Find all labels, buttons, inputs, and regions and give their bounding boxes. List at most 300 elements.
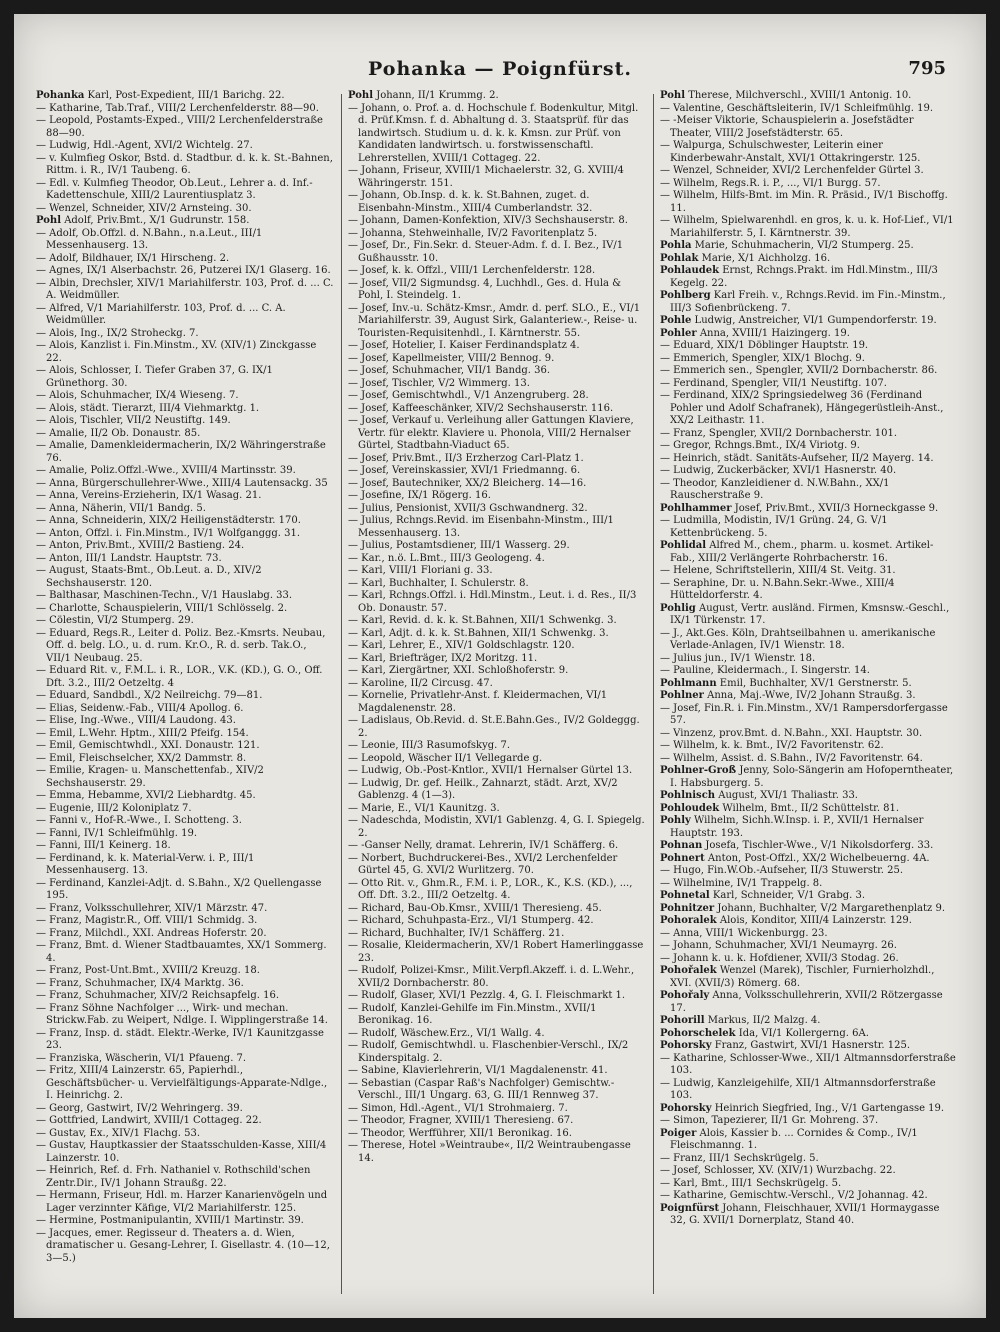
- entry-text: — Josef, Priv.Bmt., II/3 Erzherzog Carl-Platz 1.: [348, 452, 584, 464]
- entry-text: — Anna, Vereins-Erzieherin, IX/1 Wasag. 21.: [36, 490, 262, 501]
- directory-entry: [660, 1203, 958, 1228]
- entry-text: — Franz, Schuhmacher, XIV/2 Reichsapfelg. 16.: [36, 990, 280, 1001]
- directory-entry: [36, 265, 334, 278]
- entry-text: — Anton, Offzl. i. Fin.Minstm., IV/1 Wolfganggg. 31.: [36, 527, 301, 539]
- column-left: [36, 90, 334, 1300]
- directory-entry: [36, 365, 334, 390]
- entry-text: — Leopold, Postamts-Exped., VIII/2 Lerchenfelderstraße 88—90.: [36, 115, 323, 139]
- directory-entry: [660, 815, 958, 840]
- entry-text: — Georg, Gastwirt, IV/2 Wehringerg. 39.: [36, 1102, 243, 1114]
- directory-entry: [660, 353, 958, 366]
- directory-entry: [36, 90, 334, 103]
- entry-text: — Josef, Fin.R. i. Fin.Minstm., XV/1 Rampersdorfergasse 57.: [660, 702, 948, 726]
- directory-entry: [36, 228, 334, 253]
- entry-surname: Pohly: [660, 815, 691, 826]
- directory-entry: [660, 253, 958, 266]
- directory-entry: [348, 365, 646, 378]
- entry-text: — Ferdinand, Spengler, VII/1 Neustiftg. 107.: [660, 377, 887, 389]
- entry-text: — Wilhelm, k. k. Bmt., IV/2 Favoritenstr. 62.: [660, 740, 884, 751]
- directory-entry: [348, 665, 646, 678]
- directory-entry: [660, 790, 958, 803]
- entry-text: — Nadeschda, Modistin, XVI/1 Gablenzg. 4, G. I. Spiegelg. 2.: [348, 815, 645, 839]
- directory-entry: [36, 990, 334, 1003]
- entry-surname: Pohler: [660, 327, 697, 339]
- directory-entry: [660, 753, 958, 766]
- directory-entry: [660, 165, 958, 178]
- entry-text: — Eduard, XIX/1 Döblinger Hauptstr. 19.: [660, 340, 869, 351]
- directory-entry: [348, 653, 646, 666]
- entry-surname: Pohorsky: [660, 1040, 712, 1051]
- entry-text: — Hugo, Fin.W.Ob.-Aufseher, II/3 Stuwerstr. 25.: [660, 865, 904, 876]
- directory-entry: [660, 103, 958, 116]
- entry-text: — Karl, Rchngs.Offzl. i. Hdl.Minstm., Leut. i. d. Res., II/3 Ob. Donaustr. 57.: [348, 590, 637, 614]
- entry-text: — Walpurga, Schulschwester, Leiterin einer Kinderbewahr-Anstalt, XVI/1 Ottakringerstr. 125.: [660, 140, 921, 164]
- entry-text: — Josef, Hotelier, I. Kaiser Ferdinandsplatz 4.: [348, 340, 580, 351]
- entry-text: Johann, Fleischhauer, XVII/1 Hormaygasse 32, G. XVII/1 Dornerplatz, Stand 40.: [670, 1202, 940, 1226]
- directory-entry: [660, 878, 958, 891]
- directory-entry: [348, 878, 646, 903]
- entry-text: — Karl, Ziergärtner, XXI. Schloßhoferstr. 9.: [348, 665, 569, 676]
- entry-text: Therese, Milchverschl., XVIII/1 Antonig. 10.: [688, 90, 912, 101]
- entry-text: — Hermann, Friseur, Hdl. m. Harzer Kanarienvögeln und Lager verzinnter Käfige, VI/2 Mariahilferstr. 125.: [36, 1190, 328, 1214]
- directory-entry: [348, 453, 646, 466]
- directory-entry: [660, 190, 958, 215]
- directory-entry: [348, 503, 646, 516]
- directory-entry: [348, 515, 646, 540]
- entry-text: — Wilhelmine, IV/1 Trappelg. 8.: [660, 877, 823, 889]
- entry-text: — Adolf, Ob.Offzl. d. N.Bahn., n.a.Leut., III/1 Messenhauserg. 13.: [36, 227, 263, 251]
- entry-text: — Therese, Hotel »Weintraube«, II/2 Weintraubengasse 14.: [348, 1140, 631, 1164]
- entry-text: — Sabine, Klavierlehrerin, VI/1 Magdalenenstr. 41.: [348, 1065, 608, 1076]
- directory-entry: [36, 878, 334, 903]
- entry-text: — Rudolf, Kanzlei-Gehilfe im Fin.Minstm., XVII/1 Beronikag. 16.: [348, 1002, 597, 1026]
- directory-entry: [36, 178, 334, 203]
- entry-text: — Franz, Magistr.R., Off. VIII/1 Schmidg. 3.: [36, 915, 258, 926]
- entry-text: — Simon, Tapezierer, II/1 Gr. Mohreng. 37.: [660, 1115, 879, 1126]
- column-divider: [341, 94, 342, 1294]
- directory-entry: [348, 678, 646, 691]
- entry-text: — Fanni, IV/1 Schleifmühlg. 19.: [36, 827, 198, 839]
- directory-entry: [36, 978, 334, 991]
- entry-text: Josef, Priv.Bmt., XVII/3 Horneckgasse 9.: [734, 502, 939, 514]
- entry-surname: Pohlnisch: [660, 790, 716, 801]
- directory-entry: [348, 990, 646, 1003]
- entry-text: — Seraphine, Dr. u. N.Bahn.Sekr.-Wwe., XIII/4 Hütteldorferstr. 4.: [660, 577, 895, 601]
- directory-entry: [36, 440, 334, 465]
- entry-surname: Pohla: [660, 240, 692, 251]
- entry-text: — Amalie, Damenkleidermacherin, IX/2 Währingerstraße 76.: [36, 440, 326, 464]
- entry-text: — Gregor, Rchngs.Bmt., IX/4 Viriotg. 9.: [660, 440, 860, 451]
- entry-text: — Johanna, Stehweinhalle, IV/2 Favoritenplatz 5.: [348, 227, 598, 239]
- directory-entry: [348, 690, 646, 715]
- directory-entry: [660, 1178, 958, 1191]
- directory-entry: [36, 715, 334, 728]
- directory-entry: [36, 553, 334, 566]
- directory-entry: [348, 753, 646, 766]
- directory-entry: [36, 515, 334, 528]
- entry-text: — Rosalie, Kleidermacherin, XV/1 Robert Hamerlinggasse 23.: [348, 940, 644, 964]
- directory-entry: [660, 965, 958, 990]
- entry-text: — Edl. v. Kulmfieg Theodor, Ob.Leut., Lehrer a. d. Inf.-Kadettenschule, XIII/2 Laurentiusplatz 3.: [36, 177, 313, 201]
- directory-entry: [660, 178, 958, 191]
- entry-text: — Wilhelm, Hilfs-Bmt. im Min. R. Präsid., IV/1 Bischoffg. 11.: [660, 190, 948, 214]
- directory-entry: [660, 1015, 958, 1028]
- entry-text: Wenzel (Marek), Tischler, Furnierholzhdl., XVI. (XVII/3) Römerg. 68.: [670, 965, 935, 989]
- entry-text: — Julius, Pensionist, XVII/3 Gschwandnerg. 32.: [348, 502, 588, 514]
- directory-entry: [36, 840, 334, 853]
- directory-entry: [660, 1040, 958, 1053]
- entry-surname: Pohlidal: [660, 540, 707, 551]
- directory-entry: [348, 815, 646, 840]
- entry-text: Anna, XVIII/1 Haizingerg. 19.: [699, 327, 850, 339]
- entry-surname: Pohlak: [660, 252, 699, 264]
- column-divider: [653, 94, 654, 1294]
- directory-entry: [660, 940, 958, 953]
- entry-text: — Wenzel, Schneider, XIV/2 Arnsteing. 30.: [36, 202, 252, 214]
- directory-entry: [348, 1103, 646, 1116]
- entry-text: — Karoline, II/2 Circusg. 47.: [348, 677, 493, 689]
- directory-entry: [36, 703, 334, 716]
- directory-entry: [36, 253, 334, 266]
- directory-entry: [660, 728, 958, 741]
- entry-text: — Karl, Revid. d. k. k. St.Bahnen, XII/1 Schwenkg. 3.: [348, 615, 617, 626]
- entry-text: Franz, Gastwirt, XVI/1 Hasnerstr. 125.: [714, 1040, 911, 1051]
- entry-text: — Josef, Verkauf u. Verleihung aller Gattungen Klaviere, Vertr. für elektr. Klaviere u. Phonola, VIII/2 Hernalser Gürtel, Stadtbahn-Viaduct 65.: [348, 415, 634, 451]
- directory-entry: [36, 1190, 334, 1215]
- entry-surname: Pohorill: [660, 1015, 705, 1026]
- entry-text: — Ludwig, Ob.-Post-Kntlor., XVII/1 Hernalser Gürtel 13.: [348, 765, 633, 776]
- entry-text: — Karl, Lehrer, E., XIV/1 Goldschlagstr. 120.: [348, 640, 575, 651]
- entry-surname: Pohořaly: [660, 990, 710, 1001]
- entry-text: — Heinrich, Ref. d. Frh. Nathaniel v. Rothschild'schen Zentr.Dir., IV/1 Johann Straußg. 22.: [36, 1165, 311, 1189]
- directory-entry: [348, 478, 646, 491]
- directory-entry: [660, 628, 958, 653]
- directory-entry: [36, 303, 334, 328]
- directory-page: [14, 14, 986, 1318]
- entry-text: — Rudolf, Glaser, XVI/1 Pezzlg. 4, G. I. Fleischmarkt 1.: [348, 990, 626, 1001]
- entry-text: Ludwig, Anstreicher, VI/1 Gumpendorferstr. 19.: [694, 315, 937, 326]
- directory-entry: [348, 103, 646, 166]
- directory-entry: [660, 1028, 958, 1041]
- entry-text: — Josef, Bautechniker, XX/2 Bleicherg. 14—16.: [348, 477, 587, 489]
- directory-entry: [348, 1003, 646, 1028]
- entry-text: — Eugenie, III/2 Koloniplatz 7.: [36, 802, 192, 814]
- entry-surname: Pohanka: [36, 90, 85, 101]
- directory-entry: [660, 765, 958, 790]
- directory-entry: [36, 790, 334, 803]
- directory-entry: [660, 378, 958, 391]
- entry-surname: Pohnetal: [660, 890, 710, 901]
- entry-text: Markus, II/2 Malzg. 4.: [707, 1015, 821, 1026]
- directory-entry: [348, 1065, 646, 1078]
- entry-text: — Eduard Rit. v., F.M.L. i. R., LOR., V.K. (KD.), G. O., Off. Dft. 3.2., III/2 Oetzeltg. 4: [36, 665, 323, 689]
- entry-surname: Pohlig: [660, 602, 696, 614]
- directory-entry: [348, 590, 646, 615]
- entry-text: — Alfred, V/1 Mariahilferstr. 103, Prof. d. ... C. A. Weidmüller.: [36, 302, 286, 326]
- directory-entry: [660, 578, 958, 603]
- entry-text: Ida, VI/1 Kollergerng. 6A.: [738, 1027, 869, 1039]
- entry-text: — Pauline, Kleidermach., I. Singerstr. 14.: [660, 665, 870, 676]
- directory-entry: [660, 90, 958, 103]
- entry-surname: Pohorsky: [660, 1102, 712, 1114]
- entry-text: Alois, Konditor, XIII/4 Lainzerstr. 129.: [719, 915, 912, 926]
- directory-entry: [660, 840, 958, 853]
- directory-entry: [348, 215, 646, 228]
- entry-text: — Charlotte, Schauspielerin, VIII/1 Schlösselg. 2.: [36, 602, 288, 614]
- directory-entry: [660, 1165, 958, 1178]
- page-title: Pohanka — Poignfürst.: [368, 58, 632, 80]
- directory-entry: [660, 1053, 958, 1078]
- entry-surname: Pohl: [36, 215, 61, 226]
- entry-text: — Katharine, Gemischtw.-Verschl., V/2 Johannag. 42.: [660, 1190, 928, 1201]
- directory-entry: [348, 565, 646, 578]
- entry-text: — Alois, Tischler, VII/2 Neustiftg. 149.: [36, 415, 231, 426]
- entry-text: — Alois, städt. Tierarzt, III/4 Viehmarktg. 1.: [36, 402, 260, 414]
- directory-entry: [36, 465, 334, 478]
- entry-text: — Karl, VIII/1 Floriani g. 33.: [348, 565, 493, 576]
- entry-text: — Anna, Näherin, VII/1 Bandg. 5.: [36, 502, 206, 514]
- entry-text: — Karl, Buchhalter, I. Schulerstr. 8.: [348, 577, 529, 589]
- directory-entry: [36, 828, 334, 841]
- directory-entry: [36, 1165, 334, 1190]
- directory-entry: [36, 853, 334, 878]
- directory-entry: [660, 653, 958, 666]
- entry-text: Wilhelm, Bmt., II/2 Schüttelstr. 81.: [722, 802, 900, 814]
- entry-text: — Franz, Spengler, XVII/2 Dornbacherstr. 101.: [660, 427, 898, 439]
- entry-text: — Adolf, Bildhauer, IX/1 Hirscheng. 2.: [36, 252, 230, 264]
- directory-entry: [660, 365, 958, 378]
- directory-entry: [660, 265, 958, 290]
- entry-surname: Pohlhammer: [660, 502, 732, 514]
- entry-text: — -Meiser Viktorie, Schauspielerin a. Josefstädter Theater, VIII/2 Josefstädterstr. 65.: [660, 115, 914, 139]
- directory-entry: [36, 615, 334, 628]
- entry-text: — Anna, Bürgerschullehrer-Wwe., XIII/4 Lautensackg. 35: [36, 477, 328, 489]
- entry-surname: Pohorschelek: [660, 1027, 736, 1039]
- entry-text: — Josef, VII/2 Sigmundsg. 4, Luchhdl., Ges. d. Hula & Pohl, I. Steindelg. 1.: [348, 277, 622, 301]
- directory-entry: [660, 140, 958, 165]
- directory-entry: [36, 503, 334, 516]
- directory-entry: [660, 1103, 958, 1116]
- entry-text: August, Vertr. ausländ. Firmen, Kmsnsw.-Geschl., IX/1 Türkenstr. 17.: [670, 602, 950, 626]
- entry-text: Johann, II/1 Krummg. 2.: [376, 90, 499, 101]
- directory-entry: [36, 590, 334, 603]
- directory-entry: [36, 753, 334, 766]
- directory-entry: [36, 203, 334, 216]
- entry-text: — Leopold, Wäscher II/1 Vellegarde g.: [348, 752, 543, 764]
- directory-entry: [348, 390, 646, 403]
- entry-text: — Kornelie, Privatlehr-Anst. f. Kleidermachen, VI/1 Magdalenenstr. 28.: [348, 690, 608, 714]
- entry-text: — Richard, Bau-Ob.Kmsr., XVIII/1 Theresieng. 45.: [348, 902, 602, 914]
- entry-text: — Theodor, Fragner, XVIII/1 Theresieng. 67.: [348, 1115, 574, 1126]
- entry-text: — Richard, Schuhpasta-Erz., VI/1 Stumperg. 42.: [348, 915, 594, 926]
- entry-surname: Pohořalek: [660, 965, 717, 976]
- directory-entry: [660, 928, 958, 941]
- entry-text: — Franz, Bmt. d. Wiener Stadtbauamtes, XX/1 Sommerg. 4.: [36, 940, 327, 964]
- entry-text: — v. Kulmfieg Oskor, Bstd. d. Stadtbur. d. k. k. St.-Bahnen, Rittm. i. R., IV/1 Taubeng. 6.: [36, 152, 333, 176]
- entry-surname: Pohloudek: [660, 802, 720, 814]
- directory-entry: [36, 415, 334, 428]
- directory-entry: [660, 803, 958, 816]
- entry-text: — Ferdinand, k. k. Material-Verw. i. P., III/1 Messenhauserg. 13.: [36, 852, 255, 876]
- entry-text: — Franz, Insp. d. städt. Elektr.-Werke, IV/1 Kaunitzgasse 23.: [36, 1027, 324, 1051]
- entry-text: — Elise, Ing.-Wwe., VIII/4 Laudong. 43.: [36, 715, 236, 726]
- entry-text: — Jacques, emer. Regisseur d. Theaters a. d. Wien, dramatischer u. Gesang-Lehrer, I. Gisellastr. 4. (10—12, 3—5.): [36, 1227, 330, 1264]
- directory-entry: [36, 940, 334, 965]
- directory-entry: [36, 628, 334, 666]
- directory-entry: [348, 353, 646, 366]
- entry-text: Johann, Buchhalter, V/2 Margarethenplatz 9.: [717, 902, 946, 914]
- entry-text: — Elias, Seidenw.-Fab., VIII/4 Apollog. 6.: [36, 702, 244, 714]
- entry-text: — Wilhelm, Assist. d. S.Bahn., IV/2 Favoritenstr. 64.: [660, 752, 923, 764]
- directory-entry: [348, 1078, 646, 1103]
- column-right: [660, 90, 958, 1300]
- entry-text: — Ludwig, Hdl.-Agent, XVI/2 Wichtelg. 27.: [36, 140, 253, 151]
- entry-text: — Josef, Kapellmeister, VIII/2 Bennog. 9.: [348, 352, 555, 364]
- directory-entry: [660, 990, 958, 1015]
- entry-text: — Sebastian (Caspar Raß's Nachfolger) Gemischtw.-Verschl., III/1 Ungarg. 63, G. III/1 Rennweg 37.: [348, 1077, 615, 1101]
- directory-entry: [660, 390, 958, 428]
- directory-entry: [348, 928, 646, 941]
- entry-text: — Vinzenz, prov.Bmt. d. N.Bahn., XXI. Hauptstr. 30.: [660, 727, 923, 739]
- directory-entry: [660, 915, 958, 928]
- entry-text: Ernst, Rchngs.Prakt. im Hdl.Minstm., III/3 Kegelg. 22.: [670, 265, 938, 289]
- directory-entry: [348, 403, 646, 416]
- entry-text: — Johann, Friseur, XVIII/1 Michaelerstr. 32, G. XVIII/4 Währingerstr. 151.: [348, 165, 624, 189]
- entry-text: — Josefine, IX/1 Rögerg. 16.: [348, 490, 491, 501]
- entry-text: — Gustav, Ex., XIV/1 Flachg. 53.: [36, 1127, 201, 1139]
- entry-text: Anna, Volksschullehrerin, XVII/2 Rötzergasse 17.: [670, 990, 943, 1014]
- entry-text: — Emil, Gemischtwhdl., XXI. Donaustr. 121.: [36, 740, 260, 751]
- directory-entry: [36, 915, 334, 928]
- directory-entry: [660, 215, 958, 240]
- directory-entry: [660, 540, 958, 565]
- column-middle: [348, 90, 646, 1300]
- entry-surname: Poignfürst: [660, 1202, 720, 1214]
- entry-text: — Kar., n.ö. L.Bmt., III/3 Geologeng. 4.: [348, 552, 545, 564]
- entry-surname: Pohnert: [660, 852, 705, 864]
- entry-text: — Karl, Adjt. d. k. k. St.Bahnen, XII/1 Schwenkg. 3.: [348, 627, 609, 639]
- directory-entry: [348, 803, 646, 816]
- entry-text: Marie, Schuhmacherin, VI/2 Stumperg. 25.: [694, 240, 914, 251]
- entry-surname: Pohle: [660, 315, 692, 326]
- directory-entry: [660, 465, 958, 478]
- entry-text: — Franz, Volksschullehrer, XIV/1 Märzstr. 47.: [36, 902, 268, 914]
- entry-text: — Emmerich sen., Spengler, XVII/2 Dornbacherstr. 86.: [660, 365, 938, 376]
- directory-entry: [36, 140, 334, 153]
- entry-text: Karl, Post-Expedient, III/1 Barichg. 22.: [87, 90, 285, 101]
- entry-surname: Pohoralek: [660, 915, 717, 926]
- directory-entry: [36, 765, 334, 790]
- directory-entry: [660, 478, 958, 503]
- entry-text: — Ludwig, Dr. gef. Heilk., Zahnarzt, städt. Arzt, XV/2 Gablenzg. 4 (1—3).: [348, 777, 618, 801]
- directory-entry: [36, 1028, 334, 1053]
- directory-entry: [660, 865, 958, 878]
- directory-entry: [36, 490, 334, 503]
- entry-text: — Rudolf, Wäschew.Erz., VI/1 Wallg. 4.: [348, 1027, 545, 1039]
- entry-text: Jenny, Solo-Sängerin am Hofoperntheater, I. Habsburgerg. 5.: [670, 765, 954, 789]
- directory-entry: [660, 1190, 958, 1203]
- entry-text: — Theodor, Werfführer, XII/1 Beronikag. 16.: [348, 1127, 572, 1139]
- entry-text: — Theodor, Kanzleidiener d. N.W.Bahn., XX/1 Rauscherstraße 9.: [660, 477, 890, 501]
- directory-entry: [36, 478, 334, 491]
- entry-text: — Julius jun., IV/1 Wienstr. 18.: [660, 652, 816, 664]
- directory-entry: [348, 1128, 646, 1141]
- directory-entry: [660, 953, 958, 966]
- directory-entry: [348, 553, 646, 566]
- entry-text: — Agnes, IX/1 Alserbachstr. 26, Putzerei IX/1 Glaserg. 16.: [36, 265, 331, 276]
- directory-entry: [348, 740, 646, 753]
- entry-text: Emil, Buchhalter, XV/1 Gerstnerstr. 5.: [719, 677, 912, 689]
- directory-entry: [36, 815, 334, 828]
- directory-entry: [36, 728, 334, 741]
- entry-text: — Josef, Dr., Fin.Sekr. d. Steuer-Adm. f. d. I. Bez., IV/1 Gußhausstr. 10.: [348, 240, 624, 264]
- entry-text: — Eduard, Sandbdl., X/2 Neilreichg. 79—81.: [36, 690, 263, 701]
- directory-entry: [348, 578, 646, 591]
- directory-entry: [348, 90, 646, 103]
- entry-surname: Pohlmann: [660, 677, 717, 689]
- entry-text: — Anna, VIII/1 Wickenburgg. 23.: [660, 927, 828, 939]
- entry-text: — Wilhelm, Spielwarenhdl. en gros, k. u. k. Hof-Lief., VI/1 Mariahilferstr. 5, I. Kärntnerstr. 39.: [660, 215, 954, 239]
- directory-entry: [660, 1128, 958, 1153]
- entry-text: — Johann, Ob.Insp. d. k. k. St.Bahnen, zuget. d. Eisenbahn-Minstm., XIII/4 Cumberlandstr. 32.: [348, 190, 593, 214]
- entry-surname: Pohlaudek: [660, 265, 720, 276]
- directory-entry: [348, 915, 646, 928]
- directory-entry: [660, 703, 958, 728]
- directory-entry: [348, 303, 646, 341]
- directory-entry: [660, 240, 958, 253]
- directory-entry: [660, 428, 958, 441]
- entry-text: Anton, Post-Offzl., XX/2 Wichelbeuerng. 4A.: [707, 852, 930, 864]
- entry-text: — Fanni, III/1 Keinerg. 18.: [36, 840, 171, 851]
- entry-text: Marie, X/1 Aichholzg. 16.: [701, 252, 831, 264]
- directory-entry: [36, 340, 334, 365]
- entry-text: — Rudolf, Polizei-Kmsr., Milit.Verpfl.Akzeff. i. d. L.Wehr., XVII/2 Dornbacherstr. 80.: [348, 965, 635, 989]
- directory-entry: [348, 940, 646, 965]
- entry-text: — Marie, E., VI/1 Kaunitzg. 3.: [348, 802, 500, 814]
- entry-text: — Ladislaus, Ob.Revid. d. St.E.Bahn.Ges., IV/2 Goldeggg. 2.: [348, 715, 640, 739]
- directory-entry: [36, 565, 334, 590]
- entry-text: — Josef, Kaffeeschänker, XIV/2 Sechshauserstr. 116.: [348, 402, 614, 414]
- entry-surname: Poiger: [660, 1127, 697, 1139]
- directory-entry: [660, 1078, 958, 1103]
- directory-entry: [348, 378, 646, 391]
- directory-entry: [36, 603, 334, 616]
- directory-entry: [348, 228, 646, 241]
- directory-entry: [36, 740, 334, 753]
- directory-columns: [36, 90, 964, 1300]
- directory-entry: [36, 153, 334, 178]
- entry-text: — Johann, o. Prof. a. d. Hochschule f. Bodenkultur, Mitgl. d. Prüf.Kmsn. f. d. Abhaltung d. 3. Staatsprüf. für das landwirtsch. Studium u. d. k. k. Kmsn. zur Prüf. von Kandidaten landwirtsch. u. forstwissenschaftl. Lehrerstellen, XVIII/1 Cottageg. 22.: [348, 102, 639, 164]
- entry-text: — Josef, Inv.-u. Schätz-Kmsr., Amdr. d. perf. SLO., E., VI/1 Mariahilferstr. 39, August Sirk, Galanteriew.-, Reise- u. Touristen-Requisitenhdl., I. Kärntnerstr. 55.: [348, 302, 641, 339]
- entry-text: — Ferdinand, Kanzlei-Adjt. d. S.Bahn., X/2 Quellengasse 195.: [36, 877, 322, 901]
- entry-text: — August, Staats-Bmt., Ob.Leut. a. D., XIV/2 Sechshauserstr. 120.: [36, 565, 262, 589]
- entry-text: — Balthasar, Maschinen-Techn., V/1 Hauslabg. 33.: [36, 590, 293, 601]
- directory-entry: [660, 115, 958, 140]
- entry-surname: Pohlner-Groß: [660, 765, 737, 776]
- entry-text: — Katharine, Tab.Traf., VIII/2 Lerchenfelderstr. 88—90.: [36, 102, 319, 114]
- directory-entry: [36, 390, 334, 403]
- entry-text: — Alois, Kanzlist i. Fin.Minstm., XV. (XIV/1) Zinckgasse 22.: [36, 340, 317, 364]
- directory-entry: [36, 690, 334, 703]
- directory-entry: [36, 103, 334, 116]
- entry-text: Adolf, Priv.Bmt., X/1 Gudrunstr. 158.: [64, 215, 250, 226]
- directory-entry: [348, 1040, 646, 1065]
- directory-entry: [348, 490, 646, 503]
- entry-text: — Josef, Tischler, V/2 Wimmerg. 13.: [348, 377, 530, 389]
- entry-text: — -Ganser Nelly, dramat. Lehrerin, IV/1 Schäfferg. 6.: [348, 840, 619, 851]
- entry-text: — Emma, Hebamme, XVI/2 Liebhardtg. 45.: [36, 790, 256, 801]
- directory-entry: [36, 1115, 334, 1128]
